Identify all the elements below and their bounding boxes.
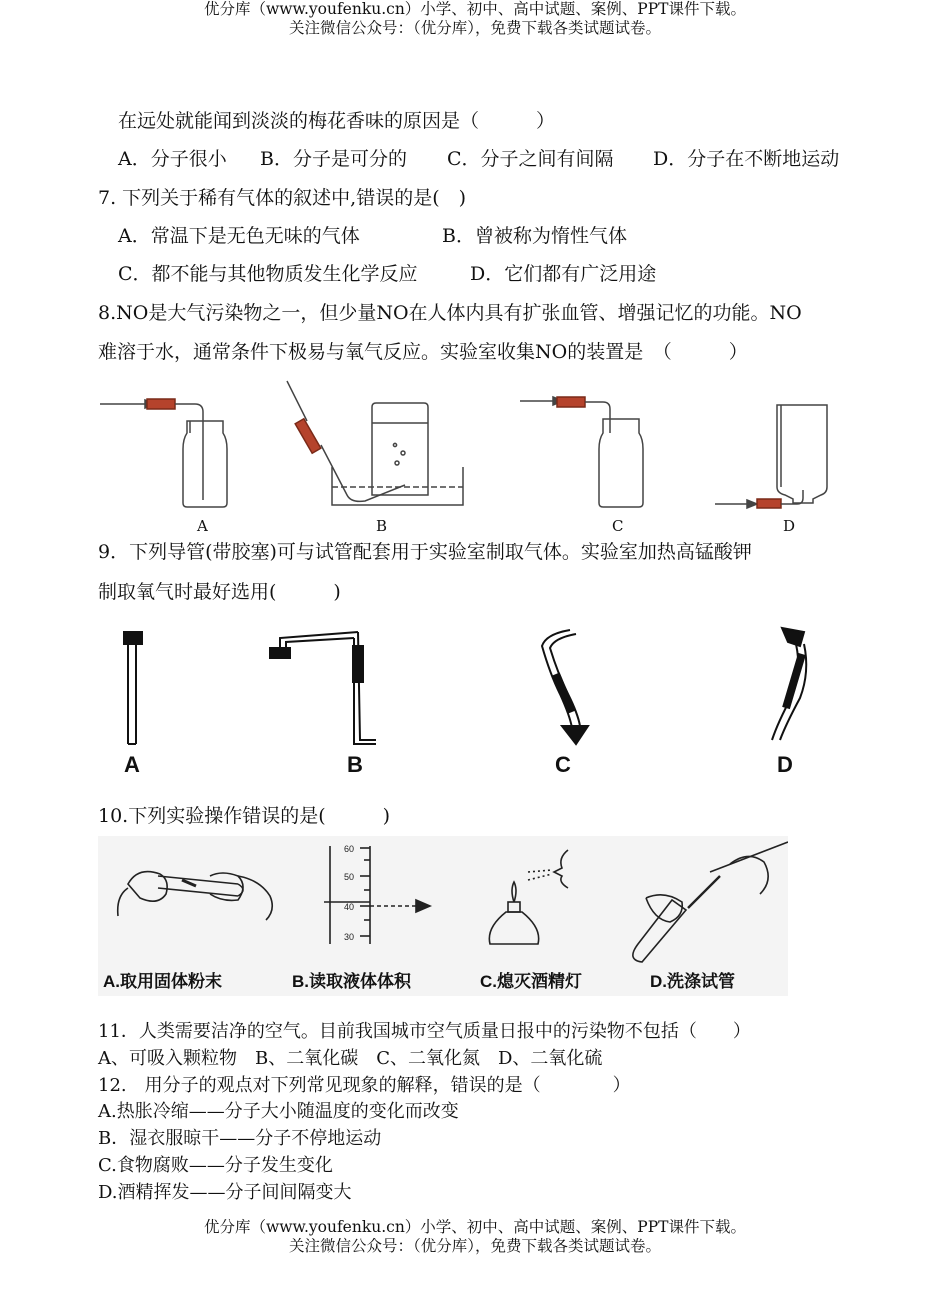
q7-options-row2 <box>118 261 818 287</box>
q8-label-d: D <box>783 517 796 535</box>
footer-line-2: 关注微信公众号：（优分库），免费下载各类试题试卷。 <box>288 1237 661 1255</box>
q8-apparatus-b <box>287 381 463 505</box>
q12-stem: 12. 用分子的观点对下列常见现象的解释，错误的是（ ） <box>98 1075 631 1096</box>
q7-option-b: B．曾被称为惰性气体 <box>442 225 627 247</box>
q9-label-b: B <box>347 752 363 777</box>
q10-scale-30: 30 <box>344 932 355 942</box>
q7-option-a: A．常温下是无色无味的气体 <box>118 225 360 247</box>
footer-line-1: 优分库（www.youfenku.cn）小学、初中、高中试题、案例、PPT课件下载。 <box>203 1218 747 1236</box>
q6-option-d: D．分子在不断地运动 <box>653 148 840 170</box>
q8-label-c: C <box>612 517 624 535</box>
q10-caption-d: D.洗涤试管 <box>650 972 735 991</box>
q6-stem: 在远处就能闻到淡淡的梅花香味的原因是（ ） <box>118 110 556 132</box>
q9-stem-line1: 9．下列导管(带胶塞)可与试管配套用于实验室制取气体。实验室加热高锰酸钾 <box>98 541 752 563</box>
q9-label-a: A <box>124 752 140 777</box>
q10-caption-a: A.取用固体粉末 <box>103 972 222 991</box>
q11-options: A、可吸入颗粒物 B、二氧化碳 C、二氧化氮 D、二氧化硫 <box>98 1048 603 1069</box>
header-line-1: 优分库（www.youfenku.cn）小学、初中、高中试题、案例、PPT课件下载。 <box>203 0 747 18</box>
q6-options <box>118 146 878 172</box>
q9-tubes-figure <box>110 622 830 752</box>
q12-option-d: D.酒精挥发——分子间间隔变大 <box>98 1182 352 1203</box>
q8-label-b: B <box>376 517 388 535</box>
q7-option-d: D．它们都有广泛用途 <box>470 263 657 285</box>
q12-option-b: B．湿衣服晾干——分子不停地运动 <box>98 1128 382 1149</box>
header-line-2: 关注微信公众号：（优分库），免费下载各类试题试卷。 <box>288 19 661 37</box>
page-header <box>0 0 950 38</box>
q8-apparatus-c <box>520 397 643 507</box>
q6-option-c: C．分子之间有间隔 <box>447 148 614 170</box>
q11-stem: 11．人类需要洁净的空气。目前我国城市空气质量日报中的污染物不包括（ ） <box>98 1021 751 1042</box>
q9-tube-a <box>124 632 142 744</box>
q10-scale-60: 60 <box>344 844 355 854</box>
q7-option-c: C．都不能与其他物质发生化学反应 <box>118 263 418 285</box>
q8-apparatus-a <box>100 399 227 507</box>
q8-apparatus-figure <box>95 375 835 540</box>
q8-stem-line1: 8.NO是大气污染物之一，但少量NO在人体内具有扩张血管、增强记忆的功能。NO <box>98 302 802 324</box>
q10-caption-c: C.熄灭酒精灯 <box>480 972 582 991</box>
q8-apparatus-d <box>715 405 827 508</box>
q7-stem: 7. 下列关于稀有气体的叙述中,错误的是( ) <box>98 187 467 209</box>
q9-label-c: C <box>555 752 571 777</box>
q9-label-d: D <box>777 752 793 777</box>
q10-scale-40: 40 <box>344 902 355 912</box>
q8-label-a: A <box>197 517 208 535</box>
q6-option-b: B．分子是可分的 <box>260 148 407 170</box>
q10-stem: 10.下列实验操作错误的是( ) <box>98 805 391 827</box>
q10-scale-50: 50 <box>344 872 355 882</box>
q8-stem-line2: 难溶于水，通常条件下极易与氧气反应。实验室收集NO的装置是 （ ） <box>98 341 748 363</box>
q10-caption-b: B.读取液体体积 <box>292 972 411 991</box>
q7-options-row1 <box>118 223 818 249</box>
q12-option-c: C.食物腐败——分子发生变化 <box>98 1155 333 1176</box>
q9-tube-b <box>270 632 376 744</box>
q6-option-a: A．分子很小 <box>118 148 227 170</box>
q9-tube-d <box>772 628 806 740</box>
q9-tube-c <box>542 630 588 744</box>
q9-stem-line2: 制取氧气时最好选用( ) <box>98 581 341 603</box>
q12-option-a: A.热胀冷缩——分子大小随温度的变化而改变 <box>98 1101 459 1122</box>
page-footer <box>0 1218 950 1256</box>
